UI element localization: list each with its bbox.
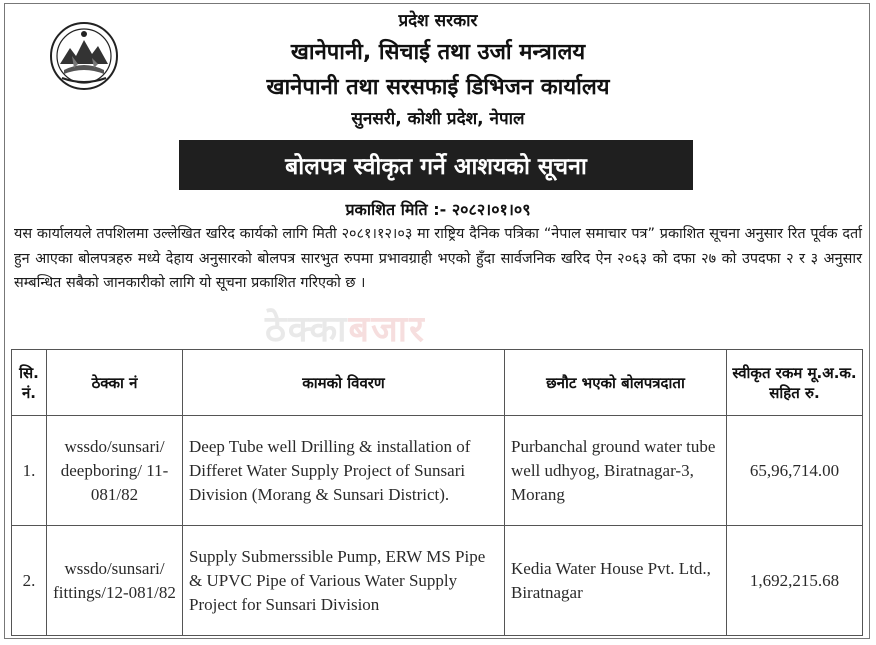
header-contract-number: ठेक्का नं bbox=[47, 350, 183, 416]
ministry-heading: खानेपानी, सिचाई तथा उर्जा मन्त्रालय bbox=[290, 40, 586, 65]
row-approved-amount: 65,96,714.00 bbox=[727, 416, 863, 526]
row-contract-number: wssdo/sunsari/ deepboring/ 11-081/82 bbox=[47, 416, 183, 526]
table-row bbox=[12, 526, 863, 636]
row-work-description: Deep Tube well Drilling & installation of Differet Water Supply Project of Sunsari Division (Morang & Sunsari District). bbox=[183, 416, 505, 526]
watermark-part-1: ठेक्का bbox=[265, 309, 349, 350]
row-work-description: Supply Submerssible Pump, ERW MS Pipe & UPVC Pipe of Various Water Supply Project for Sunsari Division bbox=[183, 526, 505, 636]
row-serial-number: 1. bbox=[12, 416, 47, 526]
publication-date-value: २०८२।०१।०९ bbox=[451, 200, 531, 219]
row-selected-bidder: Kedia Water House Pvt. Ltd., Biratnagar bbox=[505, 526, 727, 636]
header-serial-number: सि. नं. bbox=[12, 350, 47, 416]
row-selected-bidder: Purbanchal ground water tube well udhyog, Biratnagar-3, Morang bbox=[505, 416, 727, 526]
table-row bbox=[12, 416, 863, 526]
approved-bids-table bbox=[11, 349, 863, 636]
header-work-description: कामको विवरण bbox=[183, 350, 505, 416]
notice-title: बोलपत्र स्वीकृत गर्ने आशयको सूचना bbox=[285, 154, 587, 180]
row-contract-number: wssdo/sunsari/ fittings/12-081/82 bbox=[47, 526, 183, 636]
table-header-row bbox=[12, 350, 863, 416]
publication-date-label: प्रकाशित मिति :- bbox=[345, 200, 447, 219]
government-heading: प्रदेश सरकार bbox=[398, 11, 478, 31]
watermark bbox=[265, 303, 426, 352]
watermark-part-2: बजार bbox=[348, 309, 426, 350]
header-selected-bidder: छनौट भएको बोलपत्रदाता bbox=[505, 350, 727, 416]
row-serial-number: 2. bbox=[12, 526, 47, 636]
notice-title-banner bbox=[179, 140, 693, 190]
office-heading: खानेपानी तथा सरसफाई डिभिजन कार्यालय bbox=[266, 75, 610, 100]
row-approved-amount: 1,692,215.68 bbox=[727, 526, 863, 636]
notice-body-paragraph: यस कार्यालयले तपशिलमा उल्लेखित खरिद कार्यको लागि मिती २०८१।१२।०३ मा राष्ट्रिय दैनिक पत्रिका “नेपाल समाचार पत्र” प्रकाशित सूचना अनुसार रित पूर्वक दर्ता हुन आएका बोलपत्रहरु मध्ये देहाय अनुसारको बोलपत्र सारभुत रुपमा प्रभावग्राही भएको हुँदा सार्वजनिक खरिद ऐन २०६३ को दफा २७ को उपदफा २ र ३ अनुसार सम्बन्धित सबैको जानकारीको लागि यो सूचना प्रकाशित गरिएको छ । bbox=[14, 226, 862, 291]
location-heading: सुनसरी, कोशी प्रदेश, नेपाल bbox=[351, 109, 525, 129]
header-approved-amount: स्वीकृत रकम मू.अ.क. सहित रु. bbox=[727, 350, 863, 416]
publication-date-line bbox=[0, 198, 876, 220]
